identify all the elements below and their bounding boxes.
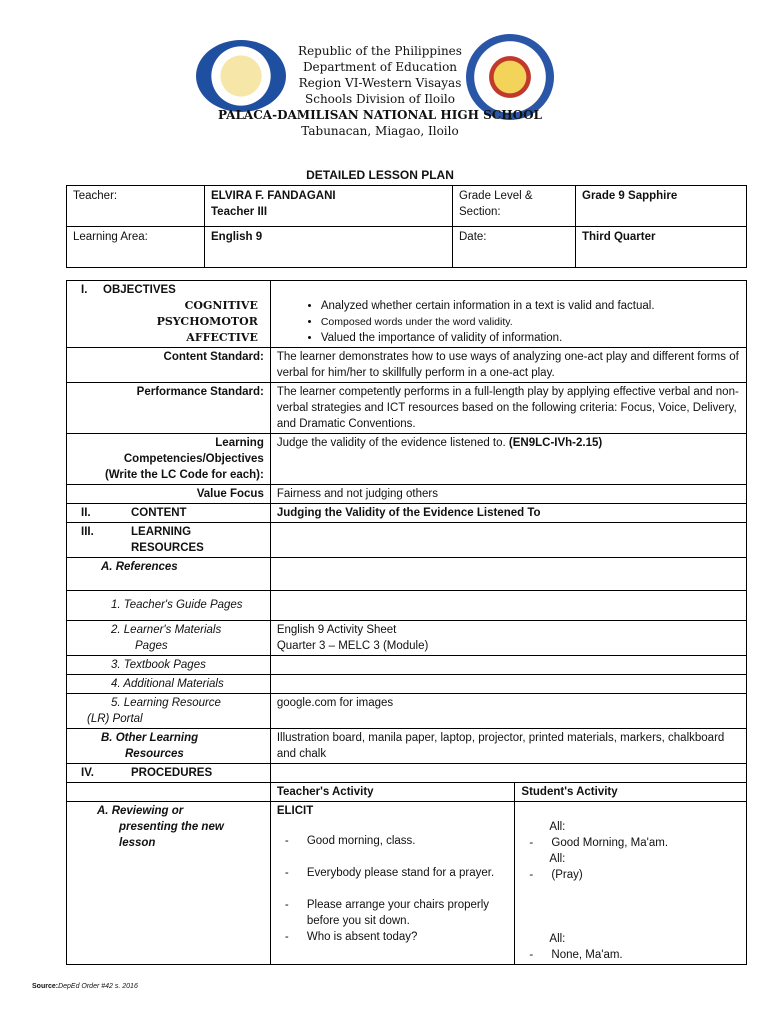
other-resources-value: Illustration board, manila paper, laptop, projector, printed materials, markers, chalkboard and chalk <box>270 729 746 764</box>
header-table <box>66 185 747 268</box>
tg-pages-label: 1. Teacher's Guide Pages <box>67 591 271 621</box>
objectives-label-cell <box>67 281 271 348</box>
student-lines <box>521 835 740 851</box>
additional-materials-label: 4. Additional Materials <box>67 675 271 694</box>
teacher-cell <box>205 186 453 227</box>
competencies-label: Learning Competencies/Objectives (Write the LC Code for each): <box>67 434 271 485</box>
competencies-text: Judge the validity of the evidence listened to. (EN9LC-IVh-2.15) <box>270 434 746 485</box>
procedures-empty-cell <box>270 764 746 783</box>
teacher-activity-cell <box>270 802 515 965</box>
student-line: - Good Morning, Ma'am. <box>521 835 740 851</box>
teacher-line: - Good morning, class. <box>277 833 509 849</box>
objective-domain-cognitive: COGNITIVE <box>184 299 258 312</box>
teacher-position: Teacher III <box>211 206 268 218</box>
references-label: A. References <box>67 558 271 591</box>
student-activity-cell <box>515 802 747 965</box>
content-standard-text: The learner demonstrates how to use ways of analyzing one-act play and different forms of verbal for him/her to skillfully perform in a one-act play. <box>270 348 746 383</box>
teacher-name: ELVIRA F. FANDAGANI <box>211 190 336 202</box>
teacher-line: - Who is absent today? <box>277 929 509 945</box>
area-value: English 9 <box>205 227 453 268</box>
letterhead-division: Schools Division of Iloilo <box>305 92 455 106</box>
teacher-activity-header: Teacher's Activity <box>270 783 515 802</box>
elicit-label: ELICIT <box>276 805 314 817</box>
content-topic: Judging the Validity of the Evidence Listened To <box>270 504 746 523</box>
area-label: Learning Area: <box>67 227 205 268</box>
teacher-lines <box>277 833 509 945</box>
procedures-heading: IV. PROCEDURES <box>67 764 271 783</box>
resources-heading: III. LEARNING RESOURCES <box>67 523 271 558</box>
value-focus-label: Value Focus <box>67 485 271 504</box>
letterhead-school: PALACA-DAMILISAN NATIONAL HIGH SCHOOL <box>218 108 542 122</box>
lr-portal-label: 5. Learning Resource (LR) Portal <box>67 694 271 729</box>
lm-pages-label: 2. Learner's Materials Pages <box>67 621 271 656</box>
date-value: Third Quarter <box>576 227 747 268</box>
objective-domain-psychomotor: PSYCHOMOTOR <box>156 315 258 328</box>
procedures-spacer-cell <box>67 783 271 802</box>
tg-pages-value <box>270 591 746 621</box>
performance-standard-text: The learner competently performs in a full-length play by applying effective verbal and non-verbal strategies and ICT resources based on the following criteria: Focus, Voice, Delivery, and Dramatic Conventions. <box>270 383 746 434</box>
objective-item: • Analyzed whether certain information in a text is valid and factual. <box>321 298 740 314</box>
date-label: Date: <box>453 227 576 268</box>
lesson-plan-table <box>66 280 747 965</box>
objectives-list <box>277 298 740 346</box>
teacher-line: - Everybody please stand for a prayer. <box>277 865 509 881</box>
objective-domain-affective: AFFECTIVE <box>186 331 258 344</box>
student-lines <box>521 947 740 963</box>
step-a-label: A. Reviewing or presenting the new lesson <box>67 802 271 965</box>
references-value <box>270 558 746 591</box>
lm-pages-value: English 9 Activity Sheet Quarter 3 – MELC 3 (Module) <box>270 621 746 656</box>
performance-standard-label: Performance Standard: <box>67 383 271 434</box>
letterhead-department: Department of Education <box>302 60 458 74</box>
letterhead-region: Region VI-Western Visayas <box>298 76 462 90</box>
student-all-label: All: <box>549 933 566 945</box>
objective-item: • Composed words under the word validity. <box>321 314 740 330</box>
content-heading: II. CONTENT <box>67 504 271 523</box>
textbook-pages-label: 3. Textbook Pages <box>67 656 271 675</box>
letterhead-country: Republic of the Philippines <box>298 44 462 58</box>
student-line: - (Pray) <box>521 867 740 883</box>
textbook-pages-value <box>270 656 746 675</box>
other-resources-label: B. Other Learning Resources <box>67 729 271 764</box>
additional-materials-value <box>270 675 746 694</box>
student-all-label: All: <box>549 853 566 865</box>
student-all-label: All: <box>549 821 566 833</box>
objective-item: • Valued the importance of validity of information. <box>321 330 740 346</box>
student-line: - None, Ma'am. <box>521 947 740 963</box>
teacher-line: - Please arrange your chairs properly before you sit down. <box>277 897 509 929</box>
grade-label: Grade Level & Section: <box>453 186 576 227</box>
document-title: DETAILED LESSON PLAN <box>306 168 454 182</box>
teacher-label: Teacher: <box>67 186 205 227</box>
objectives-heading: I. OBJECTIVES <box>81 284 176 296</box>
student-lines <box>521 867 740 883</box>
lc-code: (EN9LC-IVh-2.15) <box>508 437 603 449</box>
footer-source: Source:DepEd Order #42 s. 2016 <box>32 983 138 990</box>
lr-portal-value: google.com for images <box>270 694 746 729</box>
student-activity-header: Student's Activity <box>515 783 747 802</box>
grade-value: Grade 9 Sapphire <box>576 186 747 227</box>
value-focus-text: Fairness and not judging others <box>270 485 746 504</box>
objectives-list-cell <box>270 281 746 348</box>
content-standard-label: Content Standard: <box>67 348 271 383</box>
resources-empty-cell <box>270 523 746 558</box>
letterhead-address: Tabunacan, Miagao, Iloilo <box>301 124 459 138</box>
